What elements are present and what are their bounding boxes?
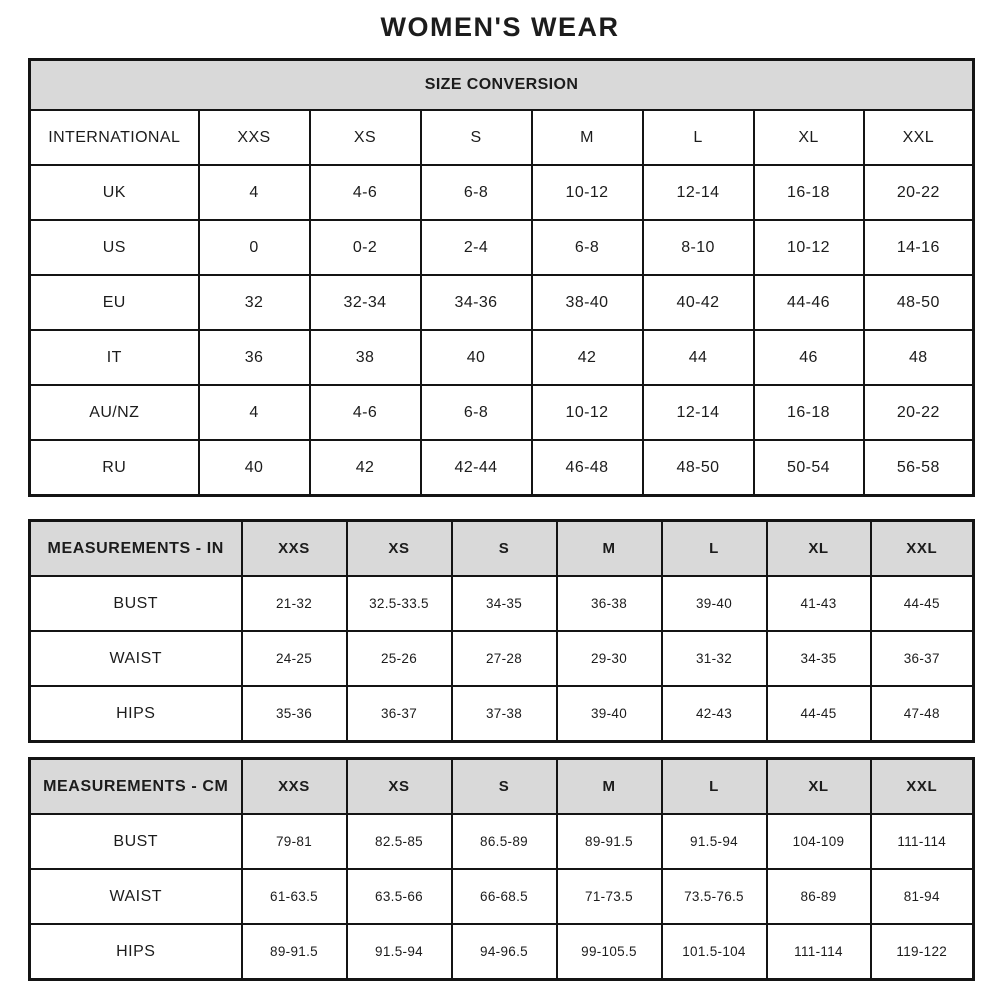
- cell-value: 89-91.5: [242, 924, 347, 980]
- cell-value: 66-68.5: [452, 869, 557, 924]
- cell-value: 32-34: [310, 275, 421, 330]
- size-header-m: M: [557, 759, 662, 815]
- measurements-in-heading: MEASUREMENTS - IN: [30, 521, 242, 577]
- international-header-row: [30, 110, 974, 165]
- table-row-it: [30, 330, 974, 385]
- cell-value: 42: [310, 440, 421, 496]
- cell-value: 94-96.5: [452, 924, 557, 980]
- size-header-xxs: XXS: [199, 110, 310, 165]
- size-header-s: S: [421, 110, 532, 165]
- cell-value: 6-8: [421, 165, 532, 220]
- cell-value: 44-45: [767, 686, 871, 742]
- row-label-us: US: [30, 220, 199, 275]
- cell-value: 32.5-33.5: [347, 576, 452, 631]
- cell-value: 39-40: [557, 686, 662, 742]
- measurements-cm-header-row: [30, 759, 974, 815]
- row-label-bust: BUST: [30, 576, 242, 631]
- measurements-in-header-row: [30, 521, 974, 577]
- cell-value: 2-4: [421, 220, 532, 275]
- cell-value: 31-32: [662, 631, 767, 686]
- cell-value: 42-43: [662, 686, 767, 742]
- size-header-xxl: XXL: [864, 110, 974, 165]
- size-header-xxl: XXL: [871, 521, 974, 577]
- table-row-eu: [30, 275, 974, 330]
- size-header-xl: XL: [767, 759, 871, 815]
- size-header-m: M: [557, 521, 662, 577]
- cell-value: 81-94: [871, 869, 974, 924]
- measurements-cm-heading: MEASUREMENTS - CM: [30, 759, 242, 815]
- cell-value: 4-6: [310, 385, 421, 440]
- cell-value: 12-14: [643, 165, 754, 220]
- cell-value: 4: [199, 385, 310, 440]
- cell-value: 82.5-85: [347, 814, 452, 869]
- row-label-it: IT: [30, 330, 199, 385]
- cell-value: 34-36: [421, 275, 532, 330]
- cell-value: 36-37: [347, 686, 452, 742]
- cell-value: 48: [864, 330, 974, 385]
- cell-value: 6-8: [532, 220, 643, 275]
- cell-value: 86.5-89: [452, 814, 557, 869]
- cell-value: 0: [199, 220, 310, 275]
- cell-value: 24-25: [242, 631, 347, 686]
- cell-value: 46-48: [532, 440, 643, 496]
- row-label-international: INTERNATIONAL: [30, 110, 199, 165]
- size-header-s: S: [452, 521, 557, 577]
- cell-value: 91.5-94: [662, 814, 767, 869]
- size-header-l: L: [662, 759, 767, 815]
- cell-value: 20-22: [864, 165, 974, 220]
- cell-value: 42: [532, 330, 643, 385]
- cell-value: 20-22: [864, 385, 974, 440]
- cell-value: 4: [199, 165, 310, 220]
- size-header-xxs: XXS: [242, 759, 347, 815]
- size-conversion-table: [28, 58, 975, 497]
- cell-value: 8-10: [643, 220, 754, 275]
- cell-value: 36-37: [871, 631, 974, 686]
- cell-value: 40: [199, 440, 310, 496]
- cell-value: 25-26: [347, 631, 452, 686]
- cell-value: 44-45: [871, 576, 974, 631]
- size-header-l: L: [643, 110, 754, 165]
- table-row-waist-in: [30, 631, 974, 686]
- table-row-hips-cm: [30, 924, 974, 980]
- cell-value: 47-48: [871, 686, 974, 742]
- cell-value: 37-38: [452, 686, 557, 742]
- cell-value: 86-89: [767, 869, 871, 924]
- cell-value: 34-35: [452, 576, 557, 631]
- table-row-hips-in: [30, 686, 974, 742]
- row-label-aunz: AU/NZ: [30, 385, 199, 440]
- cell-value: 6-8: [421, 385, 532, 440]
- size-header-m: M: [532, 110, 643, 165]
- cell-value: 50-54: [754, 440, 864, 496]
- size-header-s: S: [452, 759, 557, 815]
- page-title: WOMEN'S WEAR: [380, 12, 620, 42]
- cell-value: 101.5-104: [662, 924, 767, 980]
- cell-value: 99-105.5: [557, 924, 662, 980]
- cell-value: 44-46: [754, 275, 864, 330]
- table-row-waist-cm: [30, 869, 974, 924]
- cell-value: 36: [199, 330, 310, 385]
- size-header-xs: XS: [347, 759, 452, 815]
- cell-value: 14-16: [864, 220, 974, 275]
- cell-value: 40-42: [643, 275, 754, 330]
- size-conversion-band-row: [30, 60, 974, 111]
- table-row-uk: [30, 165, 974, 220]
- row-label-waist: WAIST: [30, 631, 242, 686]
- table-row-us: [30, 220, 974, 275]
- cell-value: 16-18: [754, 165, 864, 220]
- size-header-xxl: XXL: [871, 759, 974, 815]
- cell-value: 63.5-66: [347, 869, 452, 924]
- size-header-xxs: XXS: [242, 521, 347, 577]
- cell-value: 10-12: [754, 220, 864, 275]
- cell-value: 48-50: [643, 440, 754, 496]
- cell-value: 56-58: [864, 440, 974, 496]
- cell-value: 39-40: [662, 576, 767, 631]
- cell-value: 38-40: [532, 275, 643, 330]
- cell-value: 71-73.5: [557, 869, 662, 924]
- cell-value: 35-36: [242, 686, 347, 742]
- cell-value: 21-32: [242, 576, 347, 631]
- cell-value: 89-91.5: [557, 814, 662, 869]
- size-header-xs: XS: [347, 521, 452, 577]
- table-row-bust-in: [30, 576, 974, 631]
- cell-value: 111-114: [871, 814, 974, 869]
- size-conversion-heading: SIZE CONVERSION: [30, 60, 974, 111]
- table-row-bust-cm: [30, 814, 974, 869]
- cell-value: 16-18: [754, 385, 864, 440]
- cell-value: 29-30: [557, 631, 662, 686]
- cell-value: 27-28: [452, 631, 557, 686]
- cell-value: 111-114: [767, 924, 871, 980]
- cell-value: 44: [643, 330, 754, 385]
- cell-value: 4-6: [310, 165, 421, 220]
- cell-value: 36-38: [557, 576, 662, 631]
- cell-value: 10-12: [532, 385, 643, 440]
- size-header-xl: XL: [754, 110, 864, 165]
- measurements-in-table: [28, 519, 975, 743]
- cell-value: 34-35: [767, 631, 871, 686]
- cell-value: 40: [421, 330, 532, 385]
- cell-value: 119-122: [871, 924, 974, 980]
- cell-value: 12-14: [643, 385, 754, 440]
- row-label-hips: HIPS: [30, 686, 242, 742]
- measurements-cm-table: [28, 757, 975, 981]
- cell-value: 42-44: [421, 440, 532, 496]
- row-label-waist: WAIST: [30, 869, 242, 924]
- row-label-uk: UK: [30, 165, 199, 220]
- row-label-eu: EU: [30, 275, 199, 330]
- row-label-hips: HIPS: [30, 924, 242, 980]
- row-label-bust: BUST: [30, 814, 242, 869]
- row-label-ru: RU: [30, 440, 199, 496]
- table-row-aunz: [30, 385, 974, 440]
- cell-value: 79-81: [242, 814, 347, 869]
- cell-value: 46: [754, 330, 864, 385]
- cell-value: 41-43: [767, 576, 871, 631]
- size-header-xs: XS: [310, 110, 421, 165]
- cell-value: 104-109: [767, 814, 871, 869]
- cell-value: 91.5-94: [347, 924, 452, 980]
- cell-value: 61-63.5: [242, 869, 347, 924]
- size-header-l: L: [662, 521, 767, 577]
- cell-value: 32: [199, 275, 310, 330]
- cell-value: 38: [310, 330, 421, 385]
- cell-value: 0-2: [310, 220, 421, 275]
- table-row-ru: [30, 440, 974, 496]
- cell-value: 73.5-76.5: [662, 869, 767, 924]
- cell-value: 48-50: [864, 275, 974, 330]
- size-header-xl: XL: [767, 521, 871, 577]
- cell-value: 10-12: [532, 165, 643, 220]
